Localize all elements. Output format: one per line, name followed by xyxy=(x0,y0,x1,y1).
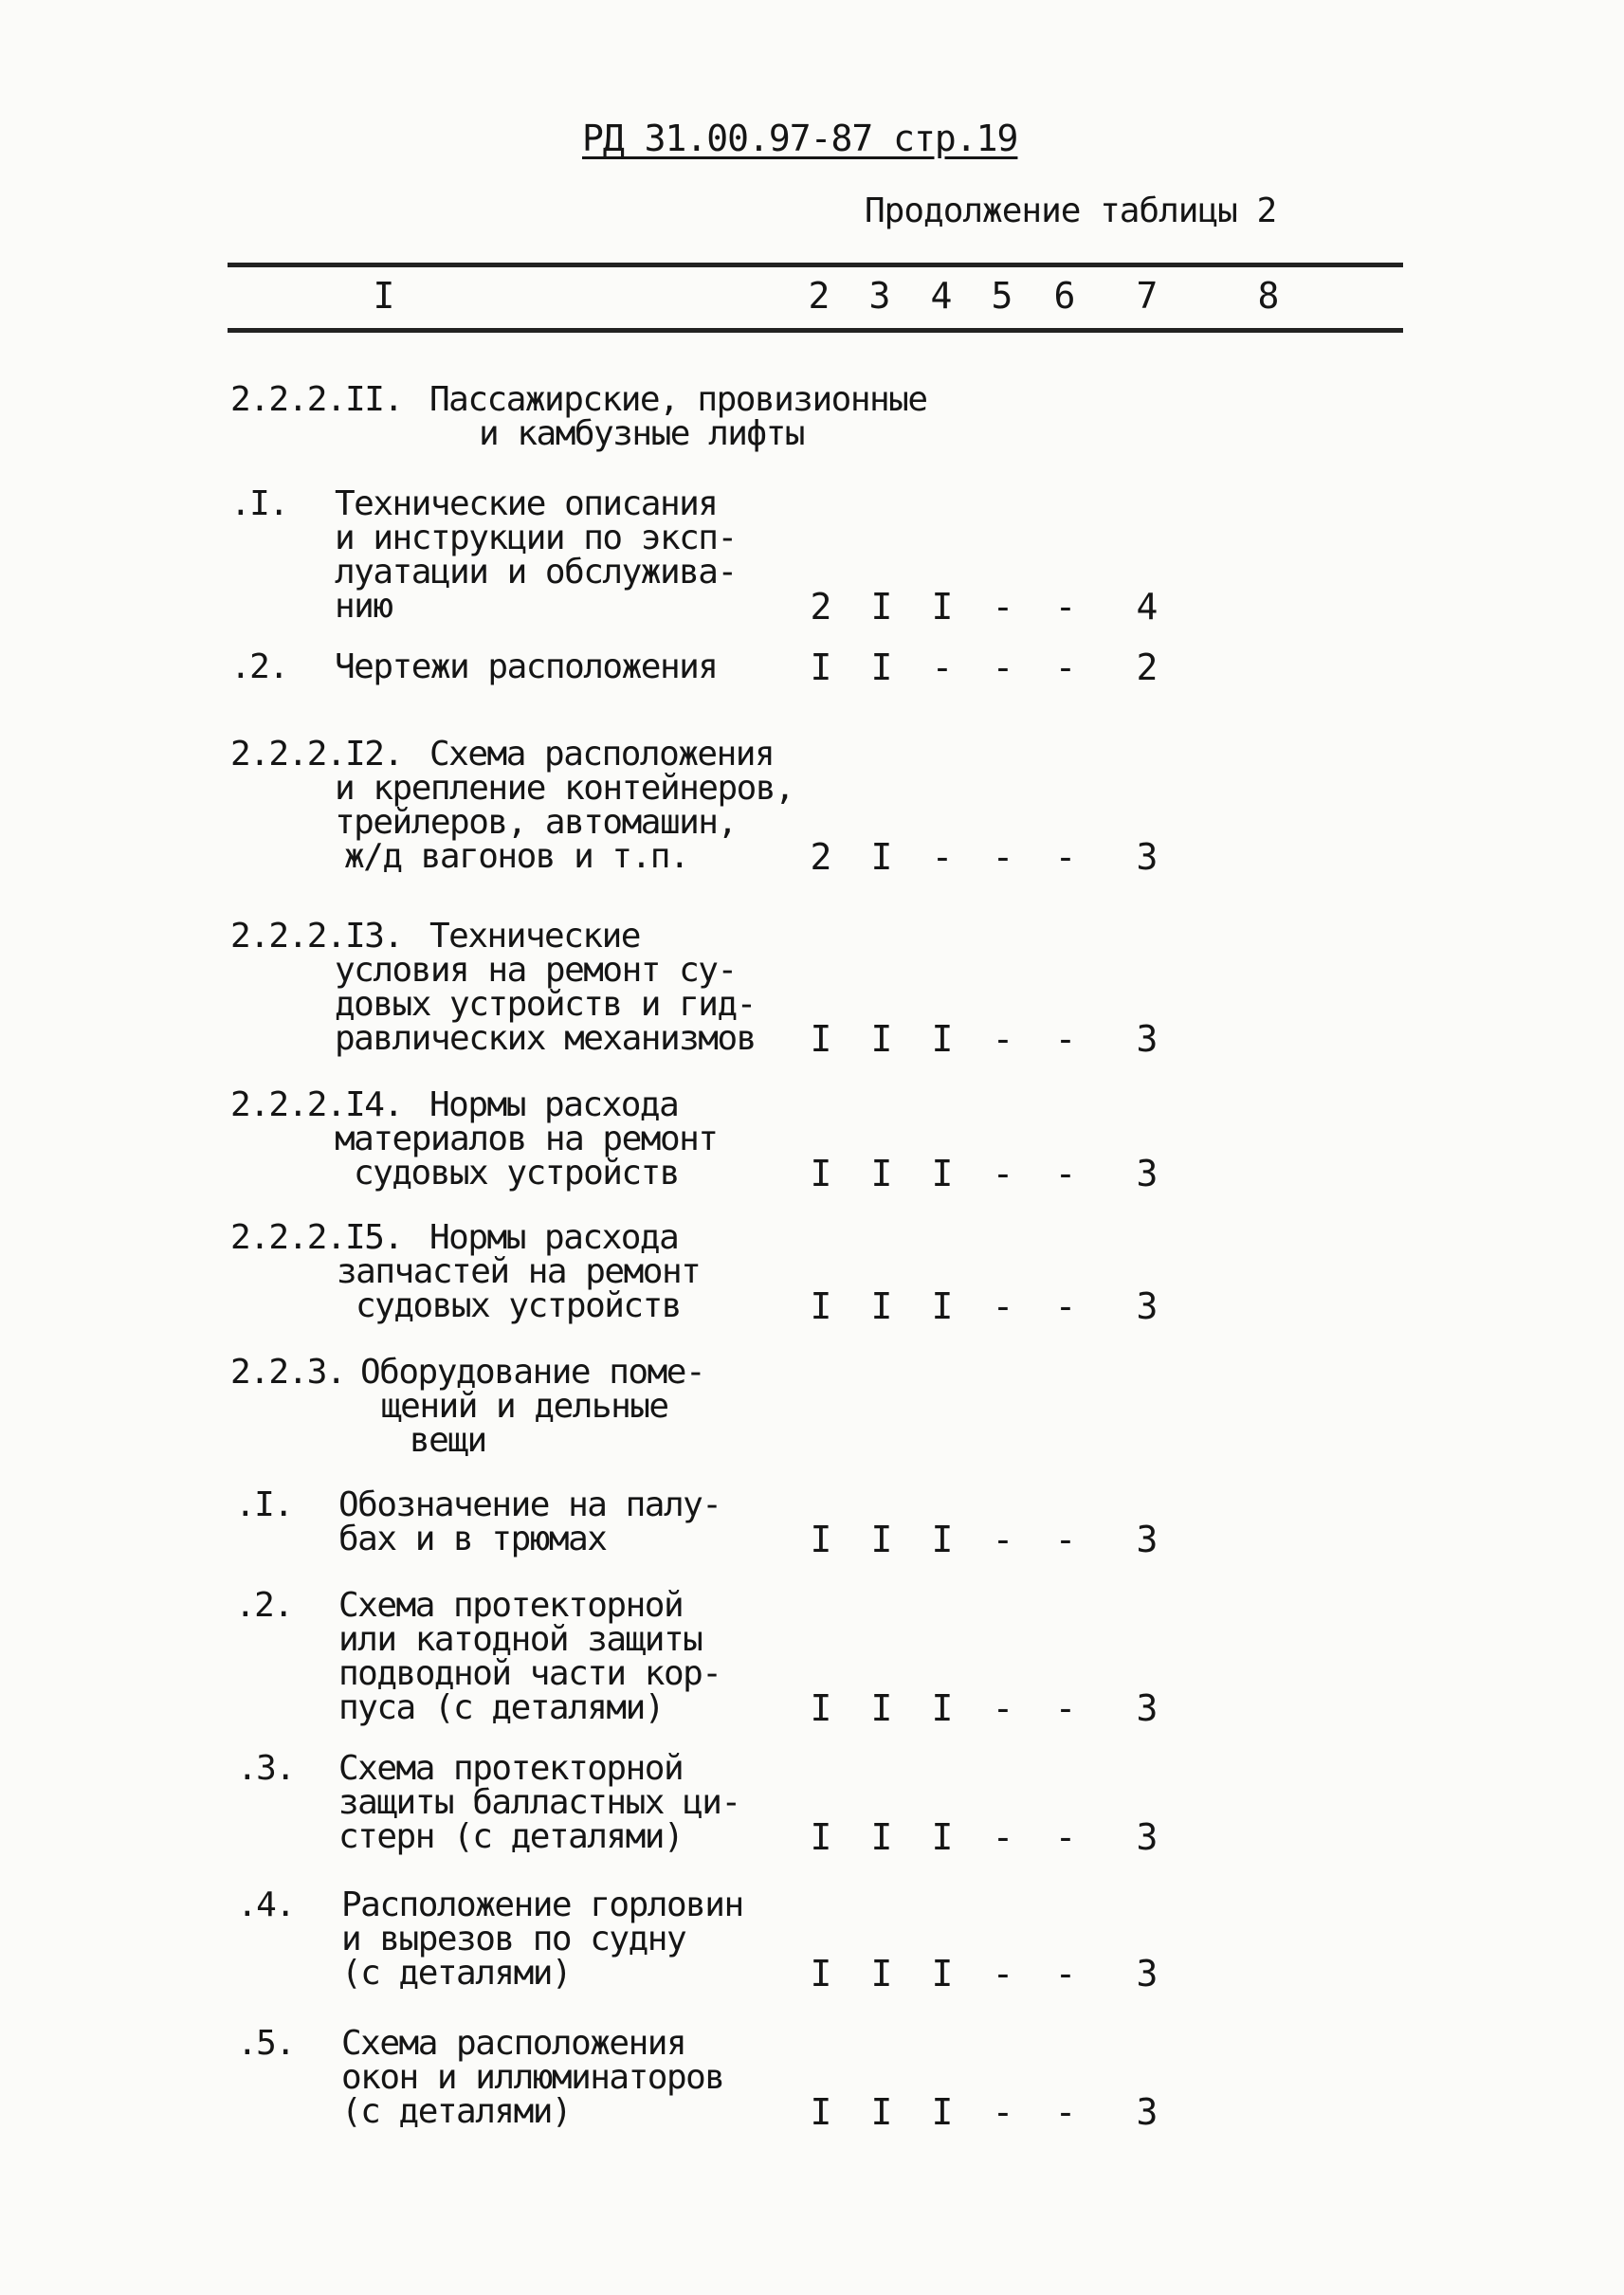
row-description-line: окон и иллюминаторов xyxy=(341,2058,724,2097)
row-value-col-5: - xyxy=(992,836,1014,878)
row-value-col-7: 3 xyxy=(1136,1519,1159,1560)
row-value-col-7: 3 xyxy=(1136,1953,1159,1994)
row-value-col-4: I xyxy=(931,2091,954,2133)
row-number: 2.2.2.I3. xyxy=(230,917,403,956)
row-value-col-6: - xyxy=(1054,1519,1077,1560)
row-description-line: (с деталями) xyxy=(341,2092,572,2131)
row-description-line: вещи xyxy=(410,1421,486,1460)
row-value-col-3: I xyxy=(870,1519,893,1560)
table-header-top-rule xyxy=(228,263,1403,267)
row-description-line: Схема протекторной xyxy=(338,1586,684,1625)
row-number: .5. xyxy=(237,2024,295,2063)
row-description-line: и вырезов по судну xyxy=(341,1920,686,1958)
row-value-col-6: - xyxy=(1054,836,1077,878)
row-value-col-6: - xyxy=(1054,1018,1077,1060)
row-value-col-5: - xyxy=(992,1953,1014,1994)
row-value-col-2: I xyxy=(810,2091,832,2133)
row-value-col-5: - xyxy=(992,1687,1014,1729)
row-description-line: трейлеров, автомашин, xyxy=(335,803,737,842)
row-value-col-6: - xyxy=(1054,2091,1077,2133)
row-value-col-6: - xyxy=(1054,1687,1077,1729)
row-description-line: Обозначение на палу- xyxy=(338,1485,721,1524)
column-header-1: I xyxy=(373,275,395,317)
row-description-line: условия на ремонт су- xyxy=(335,951,737,990)
row-description-line: судовых устройств xyxy=(356,1286,681,1325)
row-description-line: Схема расположения xyxy=(429,735,775,774)
row-value-col-6: - xyxy=(1054,1816,1077,1858)
row-value-col-4: I xyxy=(931,1816,954,1858)
row-value-col-4: - xyxy=(931,836,954,878)
row-value-col-2: I xyxy=(810,1953,832,1994)
row-description-line: Чертежи расположения xyxy=(335,647,718,686)
row-description-line: довых устройств и гид- xyxy=(335,985,756,1024)
column-header-6: 6 xyxy=(1053,275,1076,317)
row-description-line: луатации и обслужива- xyxy=(335,553,737,592)
row-value-col-2: I xyxy=(810,647,832,688)
row-value-col-3: I xyxy=(870,1953,893,1994)
row-value-col-2: 2 xyxy=(810,836,832,878)
row-value-col-6: - xyxy=(1054,647,1077,688)
table-header-bottom-rule xyxy=(228,328,1403,333)
row-value-col-7: 3 xyxy=(1136,1018,1159,1060)
row-description-line: равлических механизмов xyxy=(335,1019,756,1058)
row-value-col-2: I xyxy=(810,1687,832,1729)
row-value-col-3: I xyxy=(870,1816,893,1858)
row-value-col-3: I xyxy=(870,586,893,628)
row-number: 2.2.2.I5. xyxy=(230,1218,403,1257)
column-header-2: 2 xyxy=(808,275,830,317)
row-value-col-4: I xyxy=(931,1018,954,1060)
row-value-col-4: I xyxy=(931,1153,954,1194)
row-number: 2.2.3. xyxy=(230,1353,346,1392)
row-description-line: стерн (с деталями) xyxy=(338,1817,684,1856)
row-value-col-6: - xyxy=(1054,1285,1077,1327)
row-description-line: Технические описания xyxy=(335,484,718,523)
row-description-line: Оборудование поме- xyxy=(360,1353,705,1392)
row-value-col-6: - xyxy=(1054,586,1077,628)
row-value-col-5: - xyxy=(992,2091,1014,2133)
row-value-col-7: 3 xyxy=(1136,1816,1159,1858)
row-description-line: и инструкции по эксп- xyxy=(335,519,737,557)
row-description-line: запчастей на ремонт xyxy=(337,1252,701,1291)
row-number: 2.2.2.I4. xyxy=(230,1085,403,1124)
row-value-col-5: - xyxy=(992,1018,1014,1060)
row-description-line: бах и в трюмах xyxy=(338,1520,607,1558)
row-value-col-3: I xyxy=(870,2091,893,2133)
table-continuation-label: Продолжение таблицы 2 xyxy=(865,191,1277,230)
row-value-col-3: I xyxy=(870,647,893,688)
row-description-line: и крепление контейнеров, xyxy=(335,769,794,808)
row-description-line: Расположение горловин xyxy=(341,1885,743,1924)
row-value-col-7: 3 xyxy=(1136,1285,1159,1327)
row-value-col-5: - xyxy=(992,1285,1014,1327)
row-value-col-2: 2 xyxy=(810,586,832,628)
column-header-3: 3 xyxy=(868,275,891,317)
row-description-line: и камбузные лифты xyxy=(479,414,804,453)
row-description-line: защиты балластных ци- xyxy=(338,1783,740,1822)
document-header: РД 31.00.97-87 стр.19 xyxy=(582,118,1018,159)
row-value-col-2: I xyxy=(810,1285,832,1327)
row-value-col-4: I xyxy=(931,586,954,628)
row-description-line: Нормы расхода xyxy=(429,1085,679,1124)
row-number: .2. xyxy=(235,1586,293,1625)
row-description-line: подводной части кор- xyxy=(338,1654,721,1693)
row-description-line: щений и дельные xyxy=(381,1387,668,1426)
row-value-col-5: - xyxy=(992,586,1014,628)
row-number: .3. xyxy=(237,1749,295,1788)
column-header-5: 5 xyxy=(991,275,1013,317)
row-description-line: Пассажирские, провизионные xyxy=(429,380,927,419)
row-description-line: пуса (с деталями) xyxy=(338,1688,664,1727)
row-value-col-2: I xyxy=(810,1816,832,1858)
row-number: 2.2.2.II. xyxy=(230,380,403,419)
row-value-col-3: I xyxy=(870,836,893,878)
row-description-line: Технические xyxy=(429,917,640,956)
column-header-8: 8 xyxy=(1257,275,1280,317)
row-number: .I. xyxy=(235,1485,293,1524)
row-description-line: нию xyxy=(335,587,392,626)
row-value-col-2: I xyxy=(810,1018,832,1060)
row-value-col-7: 4 xyxy=(1136,586,1159,628)
row-number: .I. xyxy=(230,484,288,523)
row-value-col-6: - xyxy=(1054,1153,1077,1194)
row-value-col-3: I xyxy=(870,1285,893,1327)
row-value-col-3: I xyxy=(870,1153,893,1194)
row-value-col-5: - xyxy=(992,1816,1014,1858)
row-value-col-7: 3 xyxy=(1136,1687,1159,1729)
row-value-col-7: 3 xyxy=(1136,2091,1159,2133)
row-value-col-4: - xyxy=(931,647,954,688)
column-header-4: 4 xyxy=(930,275,953,317)
row-value-col-5: - xyxy=(992,1153,1014,1194)
row-description-line: (с деталями) xyxy=(341,1954,572,1993)
row-value-col-2: I xyxy=(810,1153,832,1194)
row-value-col-4: I xyxy=(931,1285,954,1327)
row-value-col-5: - xyxy=(992,647,1014,688)
row-value-col-4: I xyxy=(931,1519,954,1560)
row-description-line: Нормы расхода xyxy=(429,1218,679,1257)
row-description-line: материалов на ремонт xyxy=(335,1120,718,1158)
row-number: .2. xyxy=(230,647,288,686)
row-value-col-7: 2 xyxy=(1136,647,1159,688)
row-number: 2.2.2.I2. xyxy=(230,735,403,774)
row-value-col-3: I xyxy=(870,1687,893,1729)
row-description-line: или катодной защиты xyxy=(338,1620,703,1659)
row-value-col-7: 3 xyxy=(1136,1153,1159,1194)
column-header-7: 7 xyxy=(1136,275,1159,317)
row-value-col-6: - xyxy=(1054,1953,1077,1994)
row-number: .4. xyxy=(237,1885,295,1924)
row-description-line: судовых устройств xyxy=(354,1154,679,1193)
row-value-col-3: I xyxy=(870,1018,893,1060)
row-value-col-4: I xyxy=(931,1687,954,1729)
row-value-col-5: - xyxy=(992,1519,1014,1560)
row-description-line: Схема протекторной xyxy=(338,1749,684,1788)
row-value-col-7: 3 xyxy=(1136,836,1159,878)
row-description-line: Схема расположения xyxy=(341,2024,686,2063)
row-description-line: ж/д вагонов и т.п. xyxy=(344,837,689,876)
row-value-col-2: I xyxy=(810,1519,832,1560)
row-value-col-4: I xyxy=(931,1953,954,1994)
